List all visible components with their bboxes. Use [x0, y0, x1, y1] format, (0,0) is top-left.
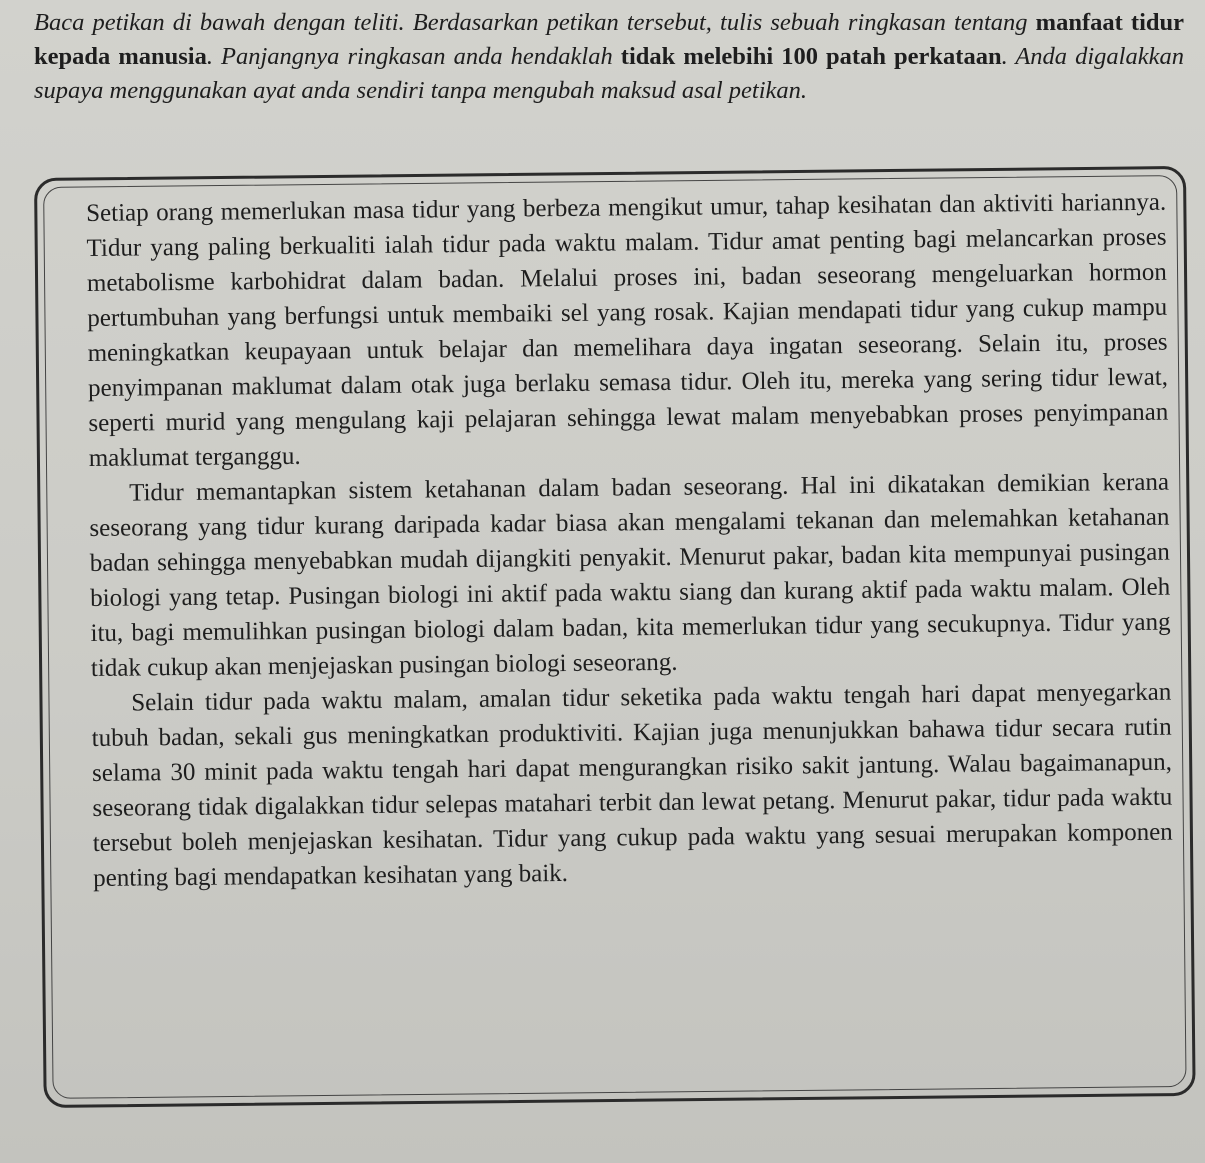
instruction-text: [34, 6, 1184, 108]
instruction-part-5: . Anda digalakkan supaya menggunakan ayat anda sendiri tanpa mengubah maksud asal petikan.: [34, 43, 1184, 104]
instruction-topic: manfaat tidur kepada manusia: [34, 9, 1184, 70]
instruction-part-3: . Panjangnya ringkasan anda hendaklah: [206, 43, 621, 70]
passage-paragraph-1: Setiap orang memerlukan masa tidur yang berbeza mengikut umur, tahap kesihatan dan aktiviti hariannya. Tidur yang paling berkualiti ialah tidur pada waktu malam. Tidur amat penting bagi melancarkan proses metabolisme karbohidrat dalam badan. Melalui proses ini, badan seseorang mengeluarkan hormon pertumbuhan yang berfungsi untuk membaiki sel yang rosak. Kajian mendapati tidur yang cukup mampu meningkatkan keupayaan untuk belajar dan memelihara daya ingatan seseorang. Selain itu, proses penyimpanan maklumat dalam otak juga berlaku semasa tidur. Oleh itu, mereka yang sering tidur lewat, seperti murid yang mengulang kaji pelajaran sehingga lewat malam menyebabkan proses penyimpanan maklumat terganggu.: [86, 188, 1169, 472]
instruction-part-1: Baca petikan di bawah dengan teliti. Berdasarkan petikan tersebut, tulis sebuah ringkasan tentang: [34, 9, 1036, 36]
passage-paragraph-3: Selain tidur pada waktu malam, amalan tidur seketika pada waktu tengah hari dapat menyegarkan tubuh badan, sekali gus meningkatkan produktiviti. Kajian juga menunjukkan bahawa tidur secara rutin selama 30 minit pada waktu tengah hari dapat mengurangkan risiko sakit jantung. Walau bagaimanapun, seseorang tidak digalakkan tidur selepas matahari terbit dan lewat petang. Menurut pakar, tidur pada waktu tersebut boleh menjejaskan kesihatan. Tidur yang cukup pada waktu yang sesuai merupakan komponen penting bagi mendapatkan kesihatan yang baik.: [91, 678, 1173, 892]
passage-text: [86, 185, 1173, 896]
passage-paragraph-2: Tidur memantapkan sistem ketahanan dalam badan seseorang. Hal ini dikatakan demikian kerana seseorang yang tidur kurang daripada kadar biasa akan mengalami tekanan dan melemahkan ketahanan badan sehingga menyebabkan mudah dijangkiti penyakit. Menurut pakar, badan kita mempunyai pusingan biologi yang tetap. Pusingan biologi ini aktif pada waktu siang dan kurang aktif pada waktu malam. Oleh itu, bagi memulihkan pusingan biologi dalam badan, kita memerlukan tidur yang secukupnya. Tidur yang tidak cukup akan menjejaskan pusingan biologi seseorang.: [89, 468, 1171, 682]
instruction-word-limit: tidak melebihi 100 patah perkataan: [620, 43, 1002, 70]
